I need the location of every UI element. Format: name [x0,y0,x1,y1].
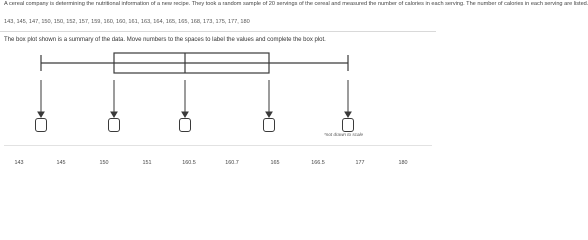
arrow-min-head [38,112,44,117]
answer-box-q1[interactable] [108,118,120,132]
number-tile[interactable]: 145 [56,160,66,166]
answer-box-median[interactable] [179,118,191,132]
arrow-max-head [345,112,351,117]
number-tile[interactable]: 151 [142,160,152,166]
data-values: 143, 145, 147, 150, 150, 152, 157, 159, 160, 160, 161, 163, 164, 165, 165, 168, 173, 175, 177, 180 [4,19,250,25]
instruction-text: The box plot shown is a summary of the data. Move numbers to the spaces to label the values and complete the box plot. [4,37,326,43]
scale-note: *not drawn to scale [324,132,364,137]
number-tile[interactable]: 143 [14,160,24,166]
number-tile-bank [4,145,432,182]
problem-text: A cereal company is determining the nutritional information of a new recipe. They took a random sample of 20 servings of the cereal and measured the number of calories in each serving. The number of calories in each serving are listed. [4,1,588,7]
number-tile[interactable]: 165 [270,160,280,166]
number-tile[interactable]: 160.7 [225,160,239,166]
number-tile[interactable]: 180 [398,160,408,166]
number-tile[interactable]: 150 [99,160,109,166]
number-tile[interactable]: 166.5 [311,160,325,166]
answer-box-maximum[interactable] [342,118,354,132]
arrow-q1-head [111,112,117,117]
arrow-median-head [182,112,188,117]
answer-box-q3[interactable] [263,118,275,132]
arrow-q3-head [266,112,272,117]
number-tile[interactable]: 177 [355,160,365,166]
answer-box-minimum[interactable] [35,118,47,132]
number-tile[interactable]: 160.5 [182,160,196,166]
